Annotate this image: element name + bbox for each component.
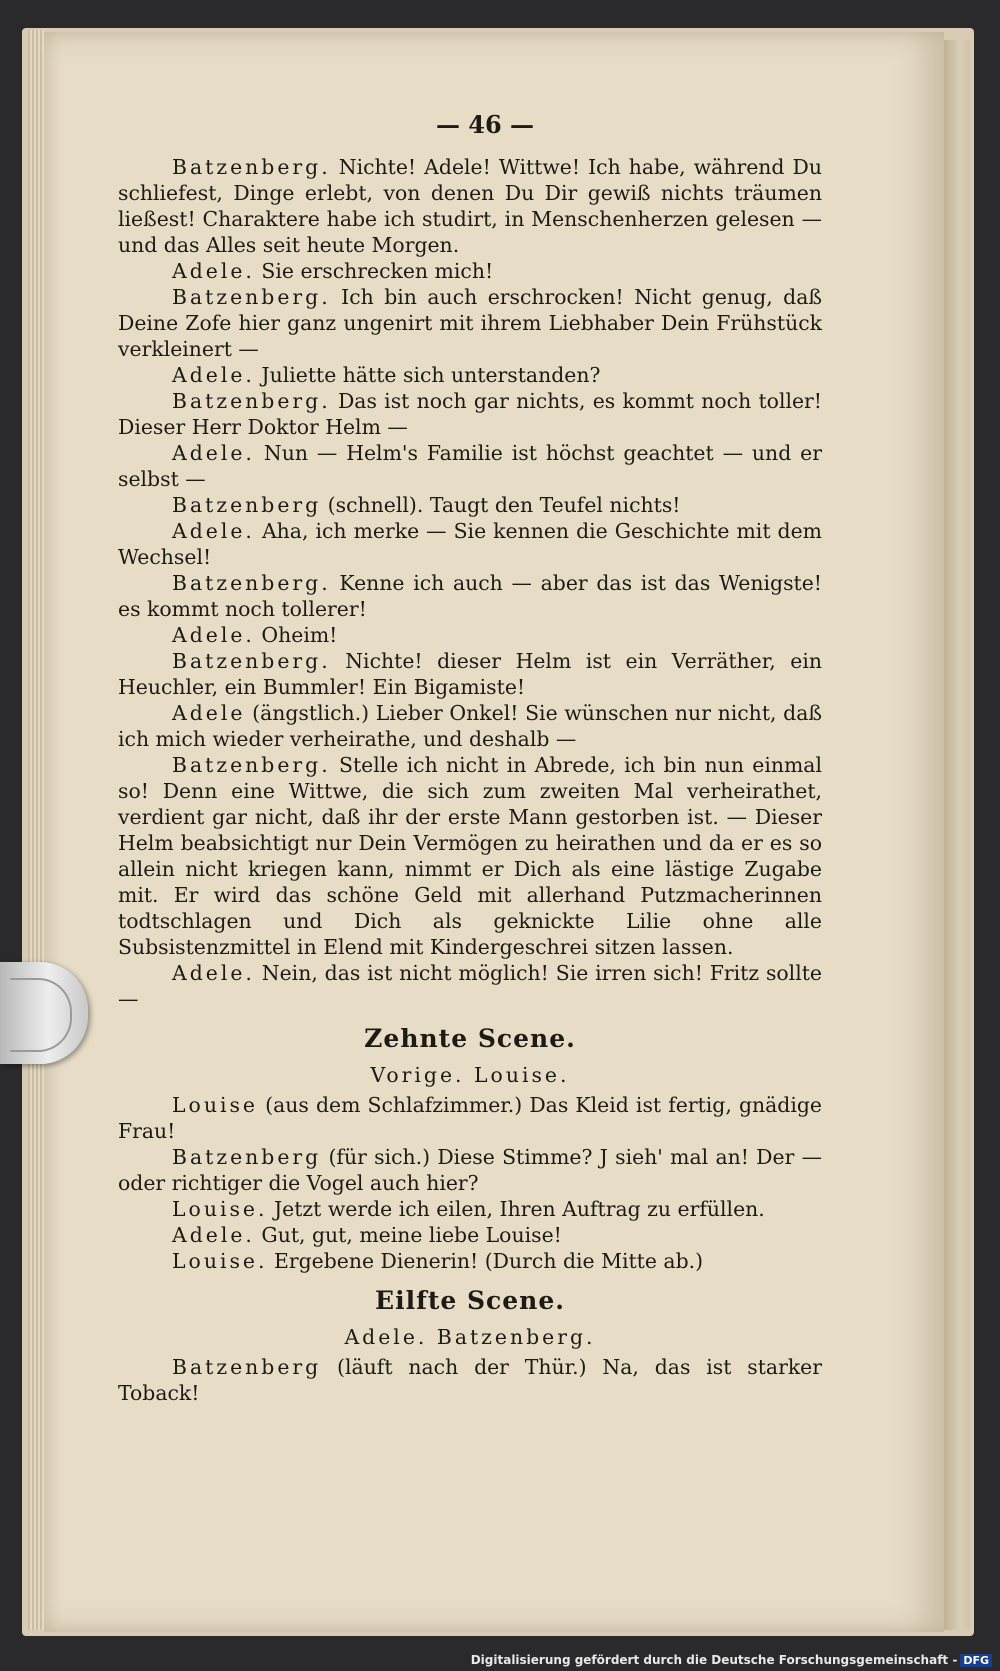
funding-footer	[471, 1653, 992, 1667]
scene-heading: Eilfte Scene.	[375, 1286, 565, 1315]
dialogue-line	[118, 1248, 822, 1274]
scene-cast: Vorige. Louise.	[370, 1063, 570, 1087]
page-clip	[0, 962, 88, 1064]
dialogue-line	[118, 154, 822, 258]
speaker: Adele.	[172, 1223, 255, 1247]
speaker: Adele	[172, 701, 246, 725]
speech: Das ist noch gar nichts, es kommt noch toller! Dieser Herr Doktor Helm —	[118, 389, 822, 439]
speaker: Batzenberg.	[172, 285, 331, 309]
speech: Nein, das ist nicht möglich! Sie irren sich! Fritz sollte —	[118, 961, 822, 1011]
dialogue-line	[118, 752, 822, 960]
dialogue-line	[118, 492, 822, 518]
speaker: Adele.	[172, 519, 255, 543]
speech: (schnell). Taugt den Teufel nichts!	[321, 493, 681, 517]
speaker: Adele.	[172, 363, 255, 387]
speaker: Louise.	[172, 1197, 268, 1221]
speaker: Batzenberg.	[172, 389, 331, 413]
page-content	[118, 112, 822, 1406]
dialogue-line	[118, 960, 822, 1012]
speech: Ich bin auch erschrocken! Nicht genug, daß Deine Zofe hier ganz ungenirt mit ihrem Liebhaber Dein Frühstück verkleinert —	[118, 285, 822, 361]
dialogue-line	[118, 1144, 822, 1196]
page-number: — 46 —	[435, 110, 535, 139]
speech: (aus dem Schlafzimmer.) Das Kleid ist fertig, gnädige Frau!	[118, 1093, 822, 1143]
dialogue-line	[118, 648, 822, 700]
dfg-logo: DFG	[960, 1654, 992, 1667]
scene-cast: Adele. Batzenberg.	[344, 1325, 596, 1349]
dialogue-line	[118, 570, 822, 622]
dialogue-line	[118, 622, 822, 648]
speech: Nichte! Adele! Wittwe! Ich habe, während Du schliefest, Dinge erlebt, von denen Du Dir gewiß nichts träumen ließest! Charaktere habe ich studirt, in Menschenherzen gelesen — und das Alles seit heute Morgen.	[118, 155, 822, 257]
speech: (für sich.) Diese Stimme? J sieh' mal an! Der — oder richtiger die Vogel auch hier?	[118, 1145, 822, 1195]
page-stack-edge	[28, 30, 44, 1630]
dialogue-line	[118, 1354, 822, 1406]
dialogue-line	[118, 1196, 822, 1222]
speech: Sie erschrecken mich!	[254, 259, 494, 283]
speaker: Louise.	[172, 1249, 268, 1273]
dialogue-line	[118, 284, 822, 362]
speaker: Louise	[172, 1093, 259, 1117]
speech: Aha, ich merke — Sie kennen die Geschichte mit dem Wechsel!	[118, 519, 822, 569]
speaker: Batzenberg.	[172, 155, 331, 179]
dialogue-line	[118, 1092, 822, 1144]
speaker: Adele.	[172, 259, 255, 283]
scene-heading: Zehnte Scene.	[364, 1024, 576, 1053]
dialogue-line	[118, 258, 822, 284]
speech: Stelle ich nicht in Abrede, ich bin nun einmal so! Denn eine Wittwe, die sich zum zweiten Mal verheirathet, verdient gar nicht, daß ihr der erste Mann gestorben ist. — Dieser Helm beabsichtigt nur Dein Vermögen zu heirathen und da er es so allein nicht kriegen kann, nimmt er Dich als eine lästige Zugabe mit. Er wird das schöne Geld mit allerhand Putzmacherinnen todtschlagen und Dich als geknickte Lilie ohne alle Subsistenzmittel in Elend mit Kindergeschrei sitzen lassen.	[118, 753, 822, 959]
speech: (ängstlich.) Lieber Onkel! Sie wünschen nur nicht, daß ich mich wieder verheirathe, und deshalb —	[118, 701, 822, 751]
speech: Juliette hätte sich unterstanden?	[254, 363, 601, 387]
dialogue-line	[118, 700, 822, 752]
book-right-edge	[944, 40, 970, 1630]
speaker: Batzenberg.	[172, 753, 331, 777]
funding-text: Digitalisierung gefördert durch die Deutsche Forschungsgemeinschaft -	[470, 1653, 958, 1667]
speaker: Batzenberg.	[172, 649, 331, 673]
speech: Kenne ich auch — aber das ist das Wenigste! es kommt noch tollerer!	[118, 571, 822, 621]
speaker: Batzenberg	[172, 493, 322, 517]
speech: Ergebene Dienerin! (Durch die Mitte ab.)	[267, 1249, 704, 1273]
dialogue-line	[118, 388, 822, 440]
speech: Nun — Helm's Familie ist höchst geachtet — und er selbst —	[118, 441, 822, 491]
speech: Jetzt werde ich eilen, Ihren Auftrag zu erfüllen.	[267, 1197, 765, 1221]
dialogue-line	[118, 1222, 822, 1248]
speech: Oheim!	[254, 623, 338, 647]
speaker: Adele.	[172, 623, 255, 647]
speaker: Batzenberg.	[172, 571, 331, 595]
dialogue-line	[118, 440, 822, 492]
speaker: Adele.	[172, 441, 255, 465]
speaker: Batzenberg	[172, 1145, 322, 1169]
speech: Nichte! dieser Helm ist ein Verräther, ein Heuchler, ein Bummler! Ein Bigamiste!	[118, 649, 822, 699]
speech: (läuft nach der Thür.) Na, das ist starker Toback!	[118, 1355, 822, 1405]
speech: Gut, gut, meine liebe Louise!	[254, 1223, 562, 1247]
dialogue-line	[118, 362, 822, 388]
dialogue-line	[118, 518, 822, 570]
speaker: Batzenberg	[172, 1355, 322, 1379]
speaker: Adele.	[172, 961, 255, 985]
